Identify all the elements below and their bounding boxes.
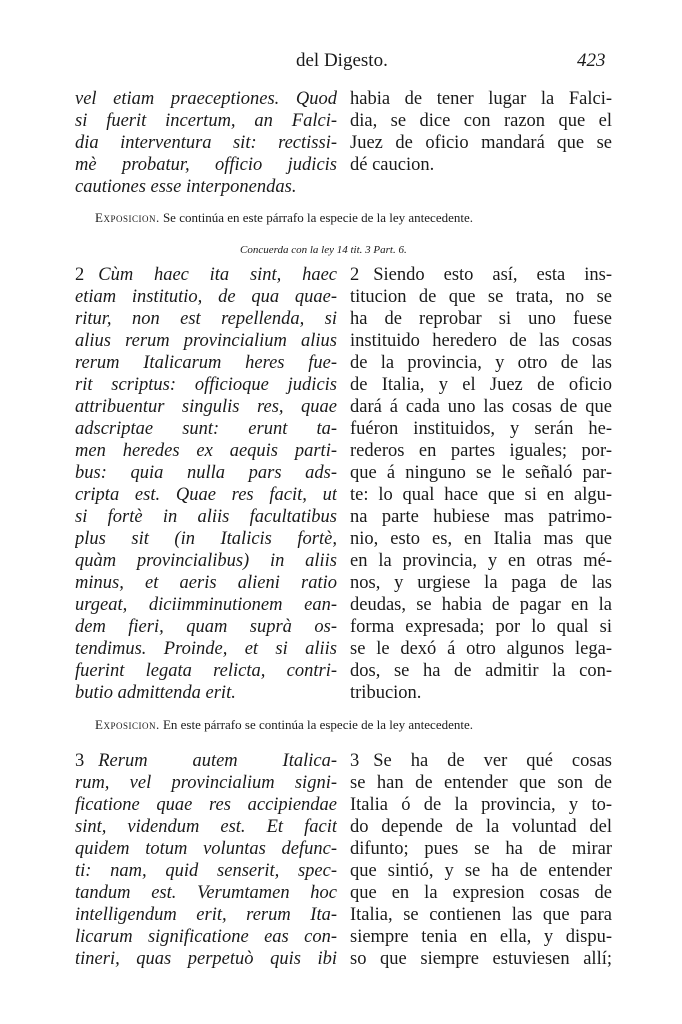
text-line: dem fieri, quam suprà os- [75, 617, 337, 637]
text-line: dia interventura sit: rectissi- [75, 133, 337, 153]
spanish-column-1 [350, 88, 612, 176]
text-line: bus: quia nulla pars ads- [75, 463, 337, 483]
text-line: tandum est. Verumtamen hoc [75, 883, 337, 903]
latin-column-3 [75, 750, 337, 970]
paragraph-number: 3 [75, 751, 85, 771]
text-line: rerum Italicarum heres fue- [75, 353, 337, 373]
text-line: dos, se ha de admitir la con- [350, 661, 612, 681]
text-line: 3 Rerum autem Italica- [75, 751, 337, 771]
text-line: se le dexó á otro algunos lega- [350, 639, 612, 659]
paragraph-number: 2 [350, 265, 360, 285]
exposicion-text: En este párrafo se continúa la especie de la ley antecedente. [162, 717, 473, 732]
text-line: difunto; pues se ha de mirar [350, 839, 612, 859]
text-line: attribuentur singulis res, quae [75, 397, 337, 417]
exposicion-label: Exposicion. [95, 210, 160, 225]
text-line: mè probatur, officio judicis [75, 155, 337, 175]
text-line: butio admittenda erit. [75, 683, 236, 703]
text-line: fuéron instituidos, y serán he- [350, 419, 612, 439]
text-line: si fortè in aliis facultatibus [75, 507, 337, 527]
text-line: vel etiam praeceptiones. Quod [75, 89, 337, 109]
text-line: 3 Se ha de ver qué cosas [350, 751, 612, 771]
text-line: cautiones esse interponendas. [75, 177, 297, 197]
text-line: Juez de oficio mandará que se [350, 133, 612, 153]
text-line: tribucion. [350, 683, 422, 703]
text-line: nos, y urgiese la paga de las [350, 573, 612, 593]
spanish-column-2 [350, 264, 612, 704]
text-line: siempre tenia en ella, y dispu- [350, 927, 612, 947]
paragraph-number: 3 [350, 751, 360, 771]
spanish-column-3 [350, 750, 612, 970]
text-line: so que siempre estuviesen allí; [350, 949, 612, 969]
concordance-note: Concuerda con la ley 14 tit. 3 Part. 6. [240, 244, 407, 256]
text-line: si fuerit incertum, an Falci- [75, 111, 337, 131]
text-line: tineri, quas perpetuò quis ibi [75, 949, 337, 969]
text-line: tendimus. Proinde, et si aliis [75, 639, 337, 659]
text-line: sint, videndum est. Et facit [75, 817, 337, 837]
page-header [0, 50, 682, 80]
text-line: se han de entender que son de [350, 773, 612, 793]
text-line: etiam institutio, de qua quae- [75, 287, 337, 307]
text-line: rum, vel provincialium signi- [75, 773, 337, 793]
text-line: 2 Siendo esto así, esta ins- [350, 265, 612, 285]
text-line: ha de reprobar si uno fuese [350, 309, 612, 329]
text-line: nio, esto es, en Italia mas que [350, 529, 612, 549]
text-line: urgeat, diciimminutionem ean- [75, 595, 337, 615]
text-line: quàm provincialibus) in aliis [75, 551, 337, 571]
text-line: men heredes ex aequis parti- [75, 441, 337, 461]
text-line: rit scriptus: officioque judicis [75, 375, 337, 395]
text-line: dará á cada uno las cosas de que [350, 397, 612, 417]
text-line: de la provincia, y otro de las [350, 353, 612, 373]
text-line: ritur, non est repellenda, si [75, 309, 337, 329]
text-line: fuerint legata relicta, contri- [75, 661, 337, 681]
text-line: Italia ó de la provincia, y to- [350, 795, 612, 815]
latin-column-2 [75, 264, 337, 704]
text-line: dia, se dice con razon que el [350, 111, 612, 131]
paragraph-number: 2 [75, 265, 85, 285]
text-line: dé caucion. [350, 155, 435, 175]
text-line: en la provincia, y en otras mé- [350, 551, 612, 571]
text-line: ti: nam, quid senserit, spec- [75, 861, 337, 881]
text-line: deudas, se habia de pagar en la [350, 595, 612, 615]
text-line: na parte hubiese mas patrimo- [350, 507, 612, 527]
text-line: rederos en partes iguales; por- [350, 441, 612, 461]
text-line: que á ninguno se le señaló par- [350, 463, 612, 483]
text-line: de Italia, y el Juez de oficio [350, 375, 612, 395]
text-line: alius rerum provincialium alius [75, 331, 337, 351]
text-line: ficatione quae res accipiendae [75, 795, 337, 815]
text-line: cripta est. Quae res facit, ut [75, 485, 337, 505]
text-line: instituido heredero de las cosas [350, 331, 612, 351]
text-line: que sintió, y se ha de entender [350, 861, 612, 881]
text-line: do depende de la voluntad del [350, 817, 612, 837]
text-line: plus sit (in Italicis fortè, [75, 529, 337, 549]
text-line: quidem totum voluntas defunc- [75, 839, 337, 859]
exposicion-heading-1 [95, 210, 473, 226]
text-line: forma expresada; por lo qual si [350, 617, 612, 637]
exposicion-heading-2 [95, 717, 473, 733]
exposicion-text: Se continúa en este párrafo la especie de la ley antecedente. [162, 210, 473, 225]
text-line: titucion de que se trata, no se [350, 287, 612, 307]
text-line: habia de tener lugar la Falci- [350, 89, 612, 109]
page-number: 423 [577, 50, 606, 71]
text-line: intelligendum erit, rerum Ita- [75, 905, 337, 925]
text-line: te: lo qual hace que si en algu- [350, 485, 612, 505]
text-line: Italia, se contienen las que para [350, 905, 612, 925]
running-title: del Digesto. [296, 50, 388, 71]
exposicion-label: Exposicion. [95, 717, 160, 732]
latin-column-1 [75, 88, 337, 198]
text-line: adscriptae sunt: erunt ta- [75, 419, 337, 439]
text-line: que en la expresion cosas de [350, 883, 612, 903]
text-line: minus, et aeris alieni ratio [75, 573, 337, 593]
text-line: licarum significatione eas con- [75, 927, 337, 947]
text-line: 2 Cùm haec ita sint, haec [75, 265, 337, 285]
